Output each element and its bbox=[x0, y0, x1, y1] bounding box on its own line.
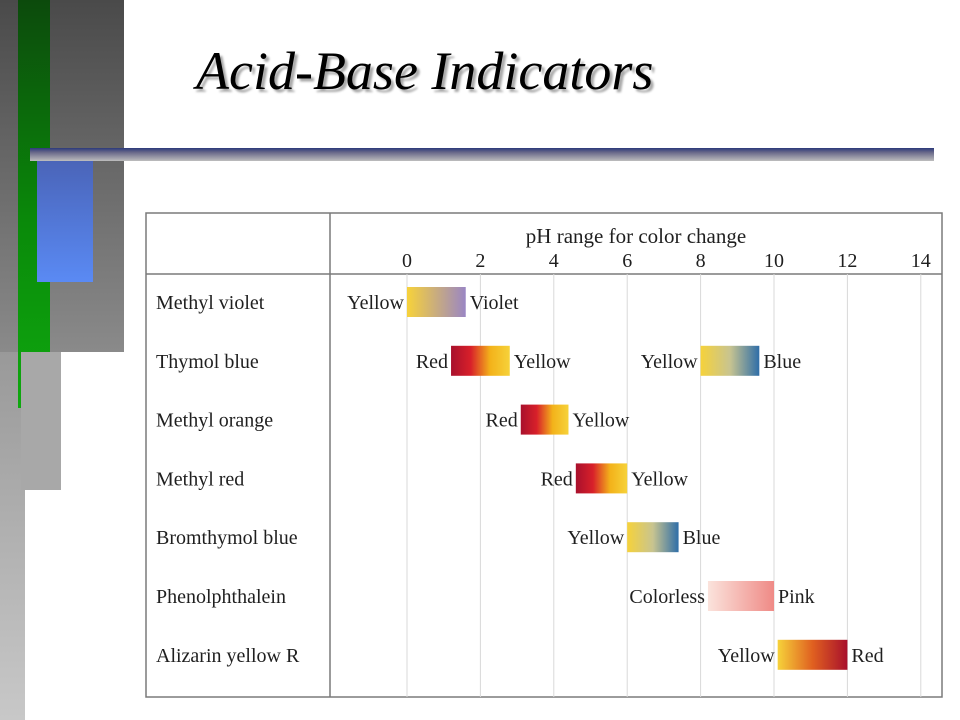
low-ph-color-label: Yellow bbox=[567, 527, 625, 550]
low-ph-color-label: Red bbox=[415, 350, 449, 373]
slide-title: Acid-Base Indicators bbox=[196, 41, 654, 101]
high-ph-color-label: Yellow bbox=[572, 409, 630, 432]
x-tick-label: 12 bbox=[837, 250, 858, 272]
color-range-bar bbox=[451, 346, 510, 376]
color-range-bar bbox=[778, 640, 848, 670]
color-range-bar bbox=[521, 405, 569, 435]
high-ph-color-label: Yellow bbox=[513, 350, 571, 373]
low-ph-color-label: Yellow bbox=[717, 644, 775, 667]
color-range-bar bbox=[576, 463, 627, 493]
low-ph-color-label: Yellow bbox=[347, 292, 404, 314]
x-tick-label: 6 bbox=[622, 250, 633, 272]
indicator-name: Methyl violet bbox=[156, 292, 265, 314]
low-ph-color-label: Red bbox=[485, 409, 518, 432]
indicator-name: Methyl orange bbox=[156, 409, 274, 432]
indicator-name: Thymol blue bbox=[156, 350, 259, 373]
indicator-name: Methyl red bbox=[156, 468, 245, 491]
chart-title: pH range for color change bbox=[525, 224, 747, 248]
high-ph-color-label: Red bbox=[851, 644, 884, 667]
x-tick-label: 0 bbox=[402, 250, 412, 272]
high-ph-color-label: Violet bbox=[469, 292, 519, 314]
color-range-bar bbox=[407, 287, 466, 317]
color-range-bar bbox=[627, 522, 678, 552]
low-ph-color-label: Colorless bbox=[629, 586, 705, 608]
low-ph-color-label: Red bbox=[540, 468, 573, 491]
indicator-name: Bromthymol blue bbox=[156, 527, 298, 550]
x-tick-label: 10 bbox=[764, 250, 784, 272]
high-ph-color-label: Yellow bbox=[631, 468, 689, 491]
chart-frame bbox=[146, 213, 942, 697]
color-range-bar bbox=[701, 346, 760, 376]
x-tick-label: 8 bbox=[695, 250, 706, 272]
high-ph-color-label: Blue bbox=[763, 350, 802, 373]
high-ph-color-label: Blue bbox=[682, 527, 721, 550]
color-range-bar bbox=[708, 581, 774, 611]
indicator-name: Alizarin yellow R bbox=[156, 644, 300, 667]
x-tick-label: 14 bbox=[910, 250, 931, 272]
indicator-name: Phenolphthalein bbox=[156, 586, 286, 608]
x-tick-label: 2 bbox=[475, 250, 486, 272]
x-tick-label: 4 bbox=[548, 250, 559, 272]
low-ph-color-label: Yellow bbox=[640, 350, 698, 373]
high-ph-color-label: Pink bbox=[778, 586, 815, 608]
